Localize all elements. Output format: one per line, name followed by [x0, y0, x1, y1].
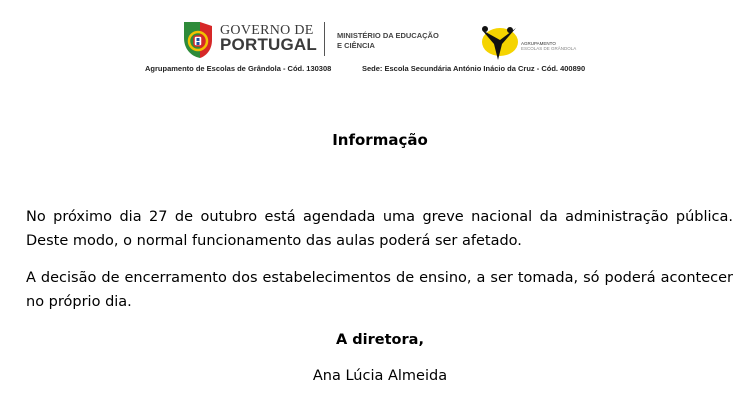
school-logo-line-2: ESCOLAS DE GRÂNDOLA — [521, 46, 577, 51]
school-group-address: Agrupamento de Escolas de Grândola - Cód. 130308 — [145, 64, 332, 73]
ministry-line-2: E CIÊNCIA — [337, 41, 375, 50]
government-wordmark — [220, 24, 317, 52]
school-headquarters-address: Sede: Escola Secundária António Inácio da Cruz - Cód. 400890 — [362, 64, 586, 73]
school-logo-line-1: AGRUPAMENTO — [521, 41, 556, 46]
document-title: Informação — [332, 131, 428, 149]
signoff: A diretora, — [336, 332, 424, 348]
letterhead — [0, 0, 748, 80]
ministry-label — [337, 31, 439, 51]
gov-line-2: PORTUGAL — [220, 35, 317, 54]
school-group-logo-icon — [476, 24, 520, 64]
gov-line-1: GOVERNO DE — [220, 23, 314, 38]
ministry-line-1: MINISTÉRIO DA EDUCAÇÃO — [337, 31, 439, 40]
school-logo-text — [521, 41, 576, 51]
header-divider — [324, 22, 325, 56]
signer-name: Ana Lúcia Almeida — [312, 368, 448, 384]
paragraph-strike-notice: No próximo dia 27 de outubro está agendada uma greve nacional da administração pública. Deste modo, o normal funcionamento das aulas poderá ser afetado. — [26, 209, 733, 249]
paragraph-closure-decision: A decisão de encerramento dos estabelecimentos de ensino, a ser tomada, só poderá acontecer no próprio dia. — [26, 270, 733, 310]
portugal-coat-of-arms-icon — [180, 20, 216, 60]
